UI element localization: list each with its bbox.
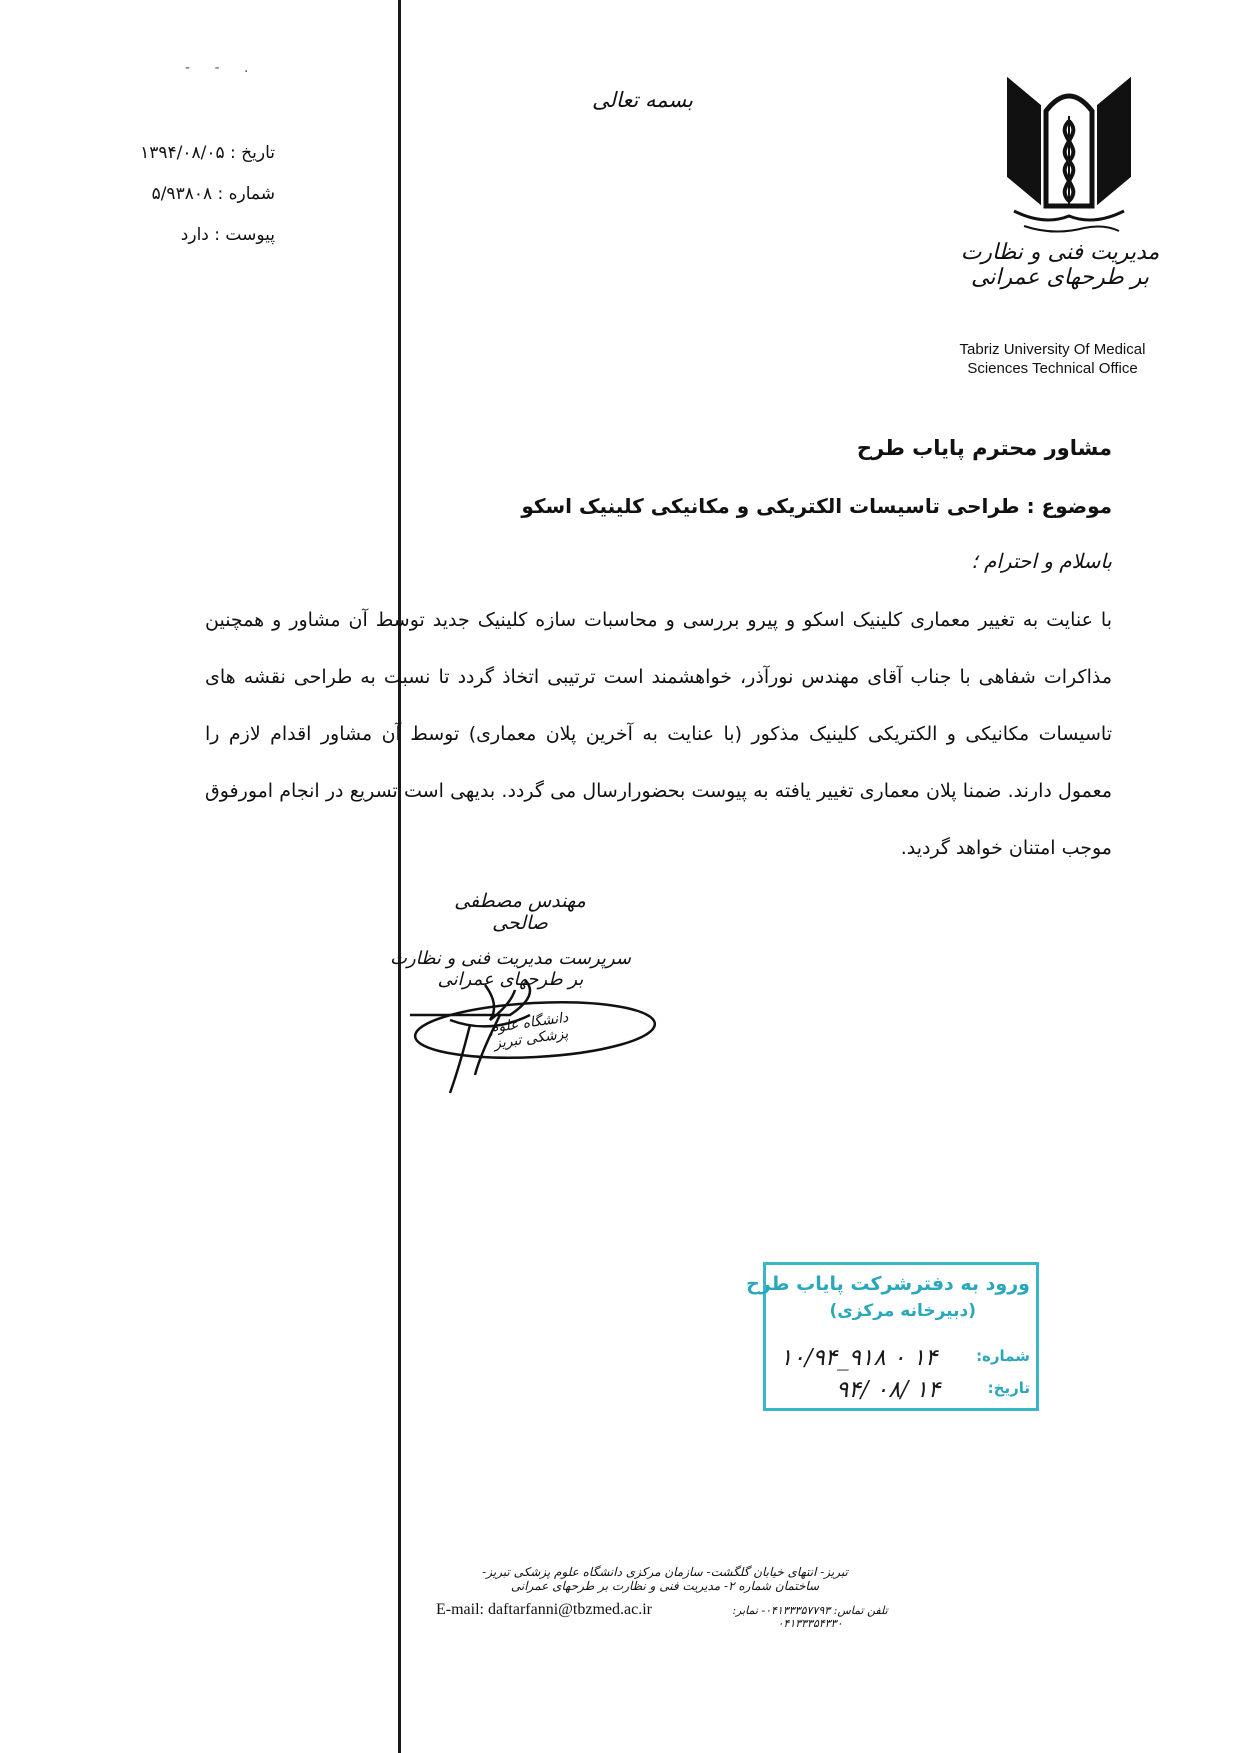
signatory-name: مهندس مصطفی صالحی: [454, 890, 586, 934]
footer-email: E-mail: daftarfanni@tbzmed.ac.ir: [436, 1601, 652, 1618]
signature-seal-text: دانشگاه علوم پزشکی تبریز: [488, 1009, 570, 1053]
stamp-number-value: ۱۰/۹۴_۹۱۸ ۰ ۱۴: [780, 1345, 938, 1371]
office-english-line-1: Tabriz University Of Medical: [959, 341, 1146, 358]
recipient: مشاور محترم پایاب طرح: [856, 436, 1112, 460]
subject: موضوع : طراحی تاسیسات الکتریکی و مکانیکی کلینیک اسکو: [521, 494, 1112, 518]
office-name-english: [945, 340, 1160, 378]
stamp-date-label: تاریخ:: [987, 1379, 1030, 1397]
university-name-lettering: [1009, 81, 1129, 232]
receipt-stamp: [746, 1262, 1039, 1411]
stamp-title: ورود به دفترشرکت پایاب طرح: [746, 1273, 1030, 1295]
letter-number: شماره : ۵/۹۳۸۰۸: [151, 184, 275, 204]
signatory-title: سرپرست مدیریت فنی و نظارت بر طرحهای عمرانی: [390, 948, 631, 990]
footer-phone: تلفن تماس: ۰۴۱۳۳۳۵۷۷۹۳- نمابر: ۰۴۱۳۳۳۵۴۳۳۰: [732, 1604, 888, 1630]
office-name-persian: مدیریت فنی و نظارت بر طرحهای عمرانی: [960, 240, 1160, 290]
stamp-date-value: ۹۴/ ۰۸/ ۱۴: [836, 1377, 941, 1403]
university-emblem-icon: [1004, 76, 1134, 238]
letter-attachment: پیوست : دارد: [180, 225, 275, 245]
office-english-line-2: Sciences Technical Office: [967, 360, 1138, 377]
scan-specks: - - .: [185, 60, 259, 76]
stamp-subtitle: (دبیرخانه مرکزی): [829, 1301, 976, 1321]
invocation: بسمه تعالی: [592, 88, 693, 112]
letter-body: با عنایت به تغییر معماری کلینیک اسکو و پیرو بررسی و محاسبات سازه کلینیک جدید توسط آن مشاور و همچنین مذاکرات شفاهی با جناب آقای مهندس نورآذر، خواهشمند است ترتیبی اتخاذ گردد تا نسبت به طراحی نقشه های تاسیسات مکانیکی و الکتریکی کلینیک مذکور (با عنایت به آخرین پلان معماری) توسط آن مشاور اقدام لازم را معمول دارند. ضمنا پلان معماری تغییر یافته به پیوست بحضورارسال می گردد. بدیهی است تسریع در انجام امورفوق موجب امتنان خواهد گردید.: [205, 609, 1112, 859]
stamp-number-label: شماره:: [976, 1347, 1030, 1365]
footer-address: تبریز- انتهای خیابان گلگشت- سازمان مرکزی دانشگاه علوم پزشکی تبریز- ساختمان شماره ۲- مدیریت فنی و نظارت بر طرحهای عمرانی: [482, 1565, 848, 1593]
letter-date: تاریخ : ۱۳۹۴/۰۸/۰۵: [140, 143, 275, 163]
letter-meta: [120, 143, 275, 266]
greeting: باسلام و احترام ؛: [971, 549, 1112, 573]
